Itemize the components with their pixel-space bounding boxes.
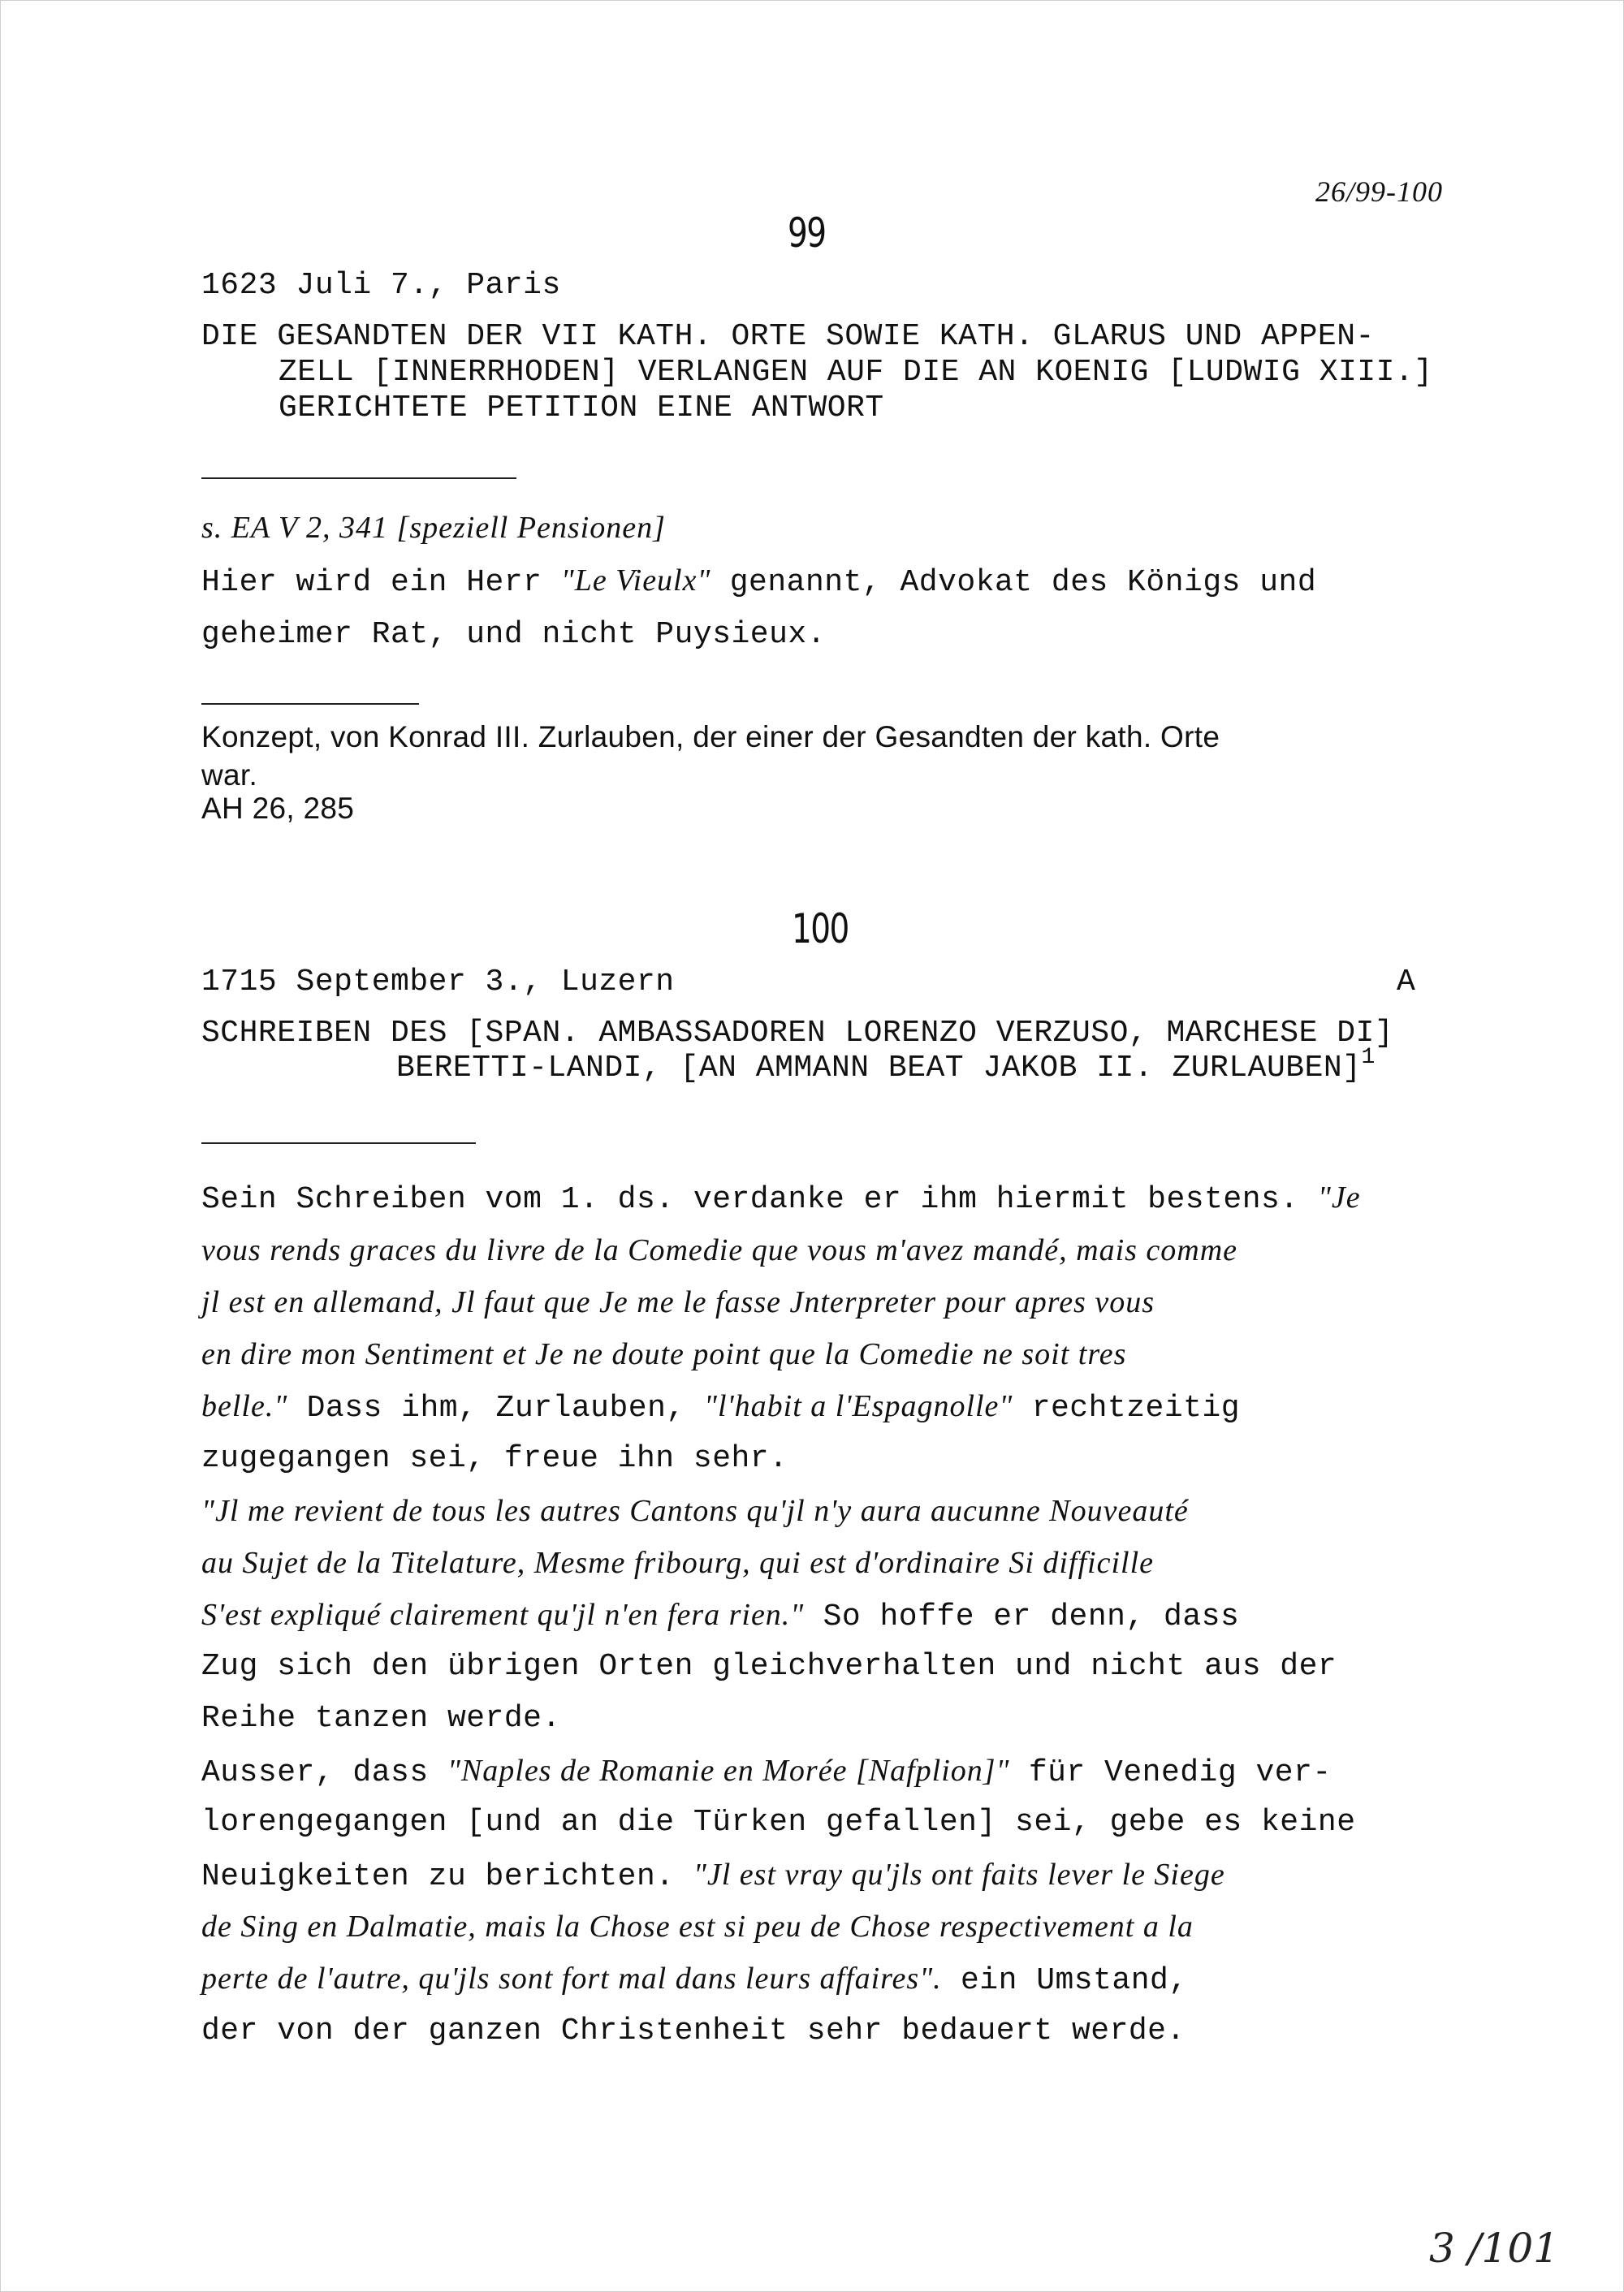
doc100-body-line: belle." Dass ihm, Zurlauben, "l'habit a l'Espagnolle" rechtzeitig bbox=[201, 1389, 1241, 1426]
doc99-title-line-3: GERICHTETE PETITION EINE ANTWORT bbox=[279, 391, 884, 425]
doc100-body-line: Sein Schreiben vom 1. ds. verdanke er ihm hiermit bestens. "Je bbox=[201, 1181, 1361, 1217]
handwritten-page-number: 3 /101 bbox=[1429, 2225, 1559, 2272]
doc100-version-marker: A bbox=[1397, 965, 1416, 999]
doc100-body-line: lorengegangen [und an die Türken gefallen] sei, gebe es keine bbox=[201, 1805, 1356, 1840]
doc100-date-line: 1715 September 3., Luzern bbox=[201, 965, 675, 999]
doc100-body-line: der von der ganzen Christenheit sehr bedauert werde. bbox=[201, 2014, 1186, 2048]
doc99-title-line-2: ZELL [INNERRHODEN] VERLANGEN AUF DIE AN KOENIG [LUDWIG XIII.] bbox=[279, 355, 1433, 390]
doc100-body-line: "Jl me revient de tous les autres Cantons qu'jl n'y aura aucunne Nouveauté bbox=[201, 1494, 1189, 1528]
doc100-body-line: Neuigkeiten zu berichten. "Jl est vray qu'jls ont faits lever le Siege bbox=[201, 1858, 1225, 1894]
doc99-note-line-1: Hier wird ein Herr "Le Vieulx" genannt, Advokat des Königs und bbox=[201, 563, 1317, 600]
doc100-body-line: vous rends graces du livre de la Comedie que vous m'avez mandé, mais comme bbox=[201, 1233, 1238, 1267]
doc100-body-line: zugegangen sei, freue ihn sehr. bbox=[201, 1441, 788, 1476]
doc100-title-line-1: SCHREIBEN DES [SPAN. AMBASSADOREN LORENZO VERZUSO, MARCHESE DI] bbox=[201, 1016, 1394, 1051]
divider bbox=[201, 703, 419, 705]
divider bbox=[201, 1142, 476, 1144]
doc99-provenance-line-1: Konzept, von Konrad III. Zurlauben, der einer der Gesandten der kath. Orte bbox=[201, 720, 1220, 753]
footnote-mark: 1 bbox=[1361, 1045, 1376, 1070]
doc99-provenance-line-2: war. bbox=[201, 758, 258, 792]
doc99-archive-signature: AH 26, 285 bbox=[201, 792, 355, 825]
doc99-note-line-2: geheimer Rat, und nicht Puysieux. bbox=[201, 617, 827, 652]
archive-reference: 26/99-100 bbox=[1315, 175, 1443, 208]
doc100-title-line-2: BERETTI-LANDI, [AN AMMANN BEAT JAKOB II. ZURLAUBEN]$^1$ bbox=[396, 1045, 1376, 1086]
document-number-99: 99 bbox=[788, 209, 826, 257]
doc100-body-line: Reihe tanzen werde. bbox=[201, 1701, 561, 1736]
doc99-title-line-1: DIE GESANDTEN DER VII KATH. ORTE SOWIE KATH. GLARUS UND APPEN- bbox=[201, 319, 1375, 354]
doc100-body-line: S'est expliqué clairement qu'jl n'en fera rien." So hoffe er denn, dass bbox=[201, 1598, 1240, 1634]
doc100-body-line: de Sing en Dalmatie, mais la Chose est si peu de Chose respectivement a la bbox=[201, 1910, 1194, 1944]
doc100-body-line: Ausser, dass "Naples de Romanie en Morée [Nafplion]" für Venedig ver- bbox=[201, 1754, 1332, 1790]
doc100-body-line: jl est en allemand, Jl faut que Je me le fasse Jnterpreter pour apres vous bbox=[201, 1285, 1155, 1319]
doc100-body-line: au Sujet de la Titelature, Mesme fribourg, qui est d'ordinaire Si difficille bbox=[201, 1546, 1155, 1580]
divider bbox=[201, 477, 516, 479]
document-number-100: 100 bbox=[792, 905, 849, 952]
doc100-body-line: Zug sich den übrigen Orten gleichverhalten und nicht aus der bbox=[201, 1649, 1337, 1684]
doc99-source-reference: s. EA V 2, 341 [speziell Pensionen] bbox=[201, 511, 666, 545]
doc99-date-line: 1623 Juli 7., Paris bbox=[201, 268, 561, 303]
doc100-body-line: perte de l'autre, qu'jls sont fort mal dans leurs affaires". ein Umstand, bbox=[201, 1962, 1188, 1998]
doc100-body-line: en dire mon Sentiment et Je ne doute point que la Comedie ne soit tres bbox=[201, 1337, 1127, 1371]
